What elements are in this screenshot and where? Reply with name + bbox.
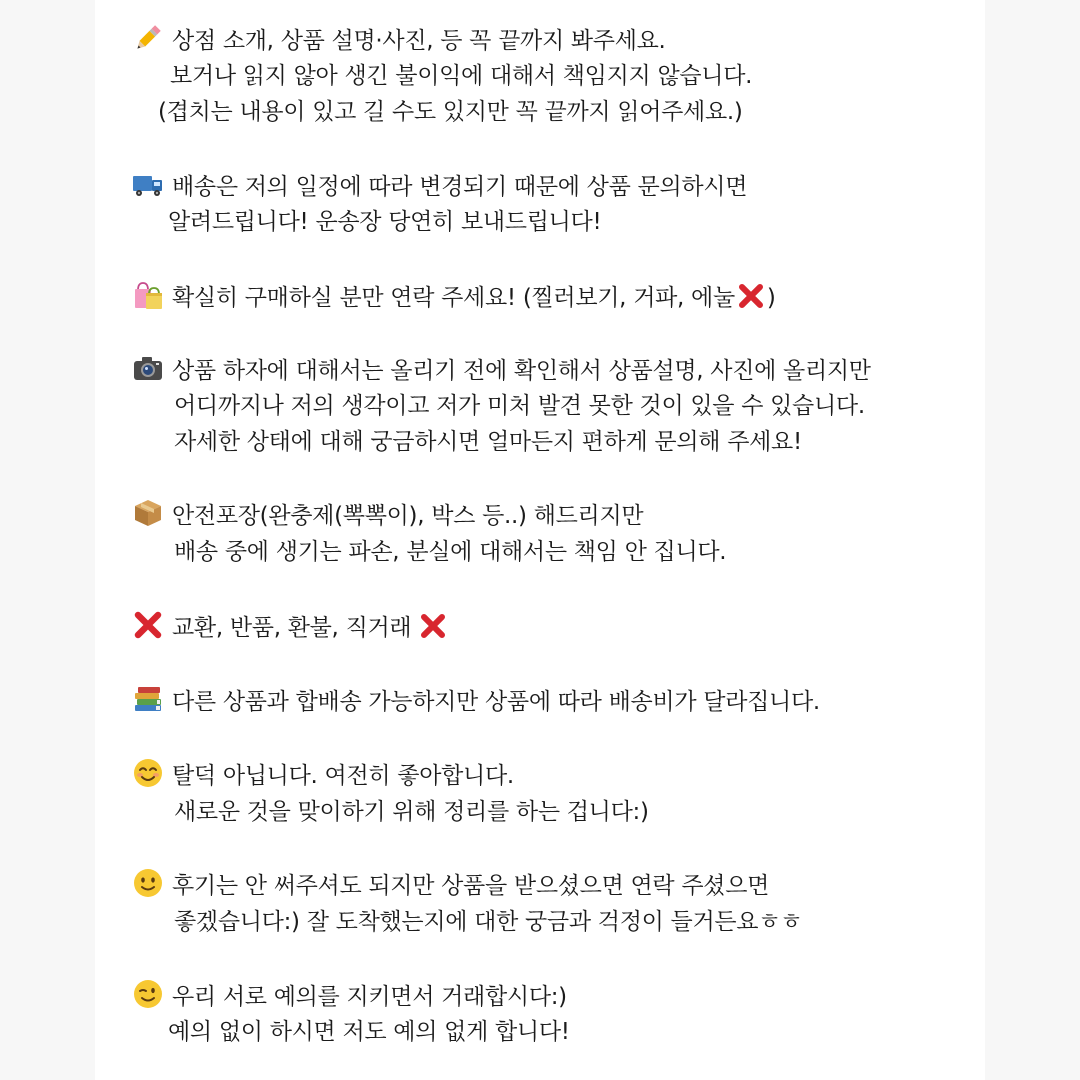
notice-line [132,22,666,58]
books-icon [132,683,164,715]
notice-text: 배송은 저의 일정에 따라 변경되기 때문에 상품 문의하시면 [172,174,748,200]
notice-line [132,609,449,645]
package-icon [132,497,164,529]
delivery-truck-icon [132,168,164,200]
notice-line [132,497,643,533]
notice-line [132,867,769,903]
pencil-icon [132,22,164,54]
notice-text: 상점 소개, 상품 설명·사진, 등 꼭 끝까지 봐주세요. [172,28,666,54]
shopping-bags-icon [132,279,164,311]
notice-line [174,424,802,460]
notice-text: 상품 하자에 대해서는 올리기 전에 확인해서 상품설명, 사진에 올리지만 [172,358,871,384]
notice-line [174,904,802,940]
notice-line [174,534,726,570]
notice-line [132,757,514,793]
slight-smile-icon [132,867,164,899]
winking-face-icon [132,978,164,1010]
notice-line [168,1014,570,1050]
notice-text: 배송 중에 생기는 파손, 분실에 대해서는 책임 안 집니다. [174,539,727,565]
notice-text: 탈덕 아닙니다. 여전히 좋아합니다. [172,763,514,789]
notice-text: 우리 서로 예의를 지키면서 거래합시다:) [172,984,567,1010]
notice-line [132,352,871,388]
cross-mark-icon [737,282,765,310]
notice-text: (겹치는 내용이 있고 길 수도 있지만 꼭 끝까지 읽어주세요.) [158,99,743,125]
notice-text: 다른 상품과 합배송 가능하지만 상품에 따라 배송비가 달라집니다. [172,689,820,715]
cross-mark-icon [419,612,447,640]
cross-mark-icon [132,609,164,641]
notice-line [170,58,752,94]
notice-line [132,683,820,719]
notice-text: 좋겠습니다:) 잘 도착했는지에 대한 궁금과 걱정이 들거든요ㅎㅎ [174,909,803,935]
notice-line [158,94,743,130]
smiling-face-icon [132,757,164,789]
notice-line [174,794,649,830]
notice-text: 안전포장(완충제(뽁뽁이), 박스 등..) 해드리지만 [172,503,644,529]
notice-text: ) [766,285,776,311]
camera-icon [132,352,164,384]
notice-text: 예의 없이 하시면 저도 예의 없게 합니다! [168,1019,570,1045]
notice-line [168,204,601,240]
notice-text: 새로운 것을 맞이하기 위해 정리를 하는 겁니다:) [174,799,649,825]
notice-line [174,388,865,424]
notice-text: 자세한 상태에 대해 궁금하시면 얼마든지 편하게 문의해 주세요! [174,429,802,455]
notice-text: 보거나 읽지 않아 생긴 불이익에 대해서 책임지지 않습니다. [170,63,753,89]
notice-text: 어디까지나 저의 생각이고 저가 미처 발견 못한 것이 있을 수 있습니다. [174,393,865,419]
notice-text: 알려드립니다! 운송장 당연히 보내드립니다! [168,209,602,235]
notice-text: 교환, 반품, 환불, 직거래 [172,615,412,641]
notice-line [132,168,747,204]
notice-text: 후기는 안 써주셔도 되지만 상품을 받으셨으면 연락 주셨으면 [172,873,770,899]
notice-line [132,279,776,315]
notice-line [132,978,567,1014]
notice-text: 확실히 구매하실 분만 연락 주세요! (찔러보기, 거파, 에눌 [172,285,735,311]
